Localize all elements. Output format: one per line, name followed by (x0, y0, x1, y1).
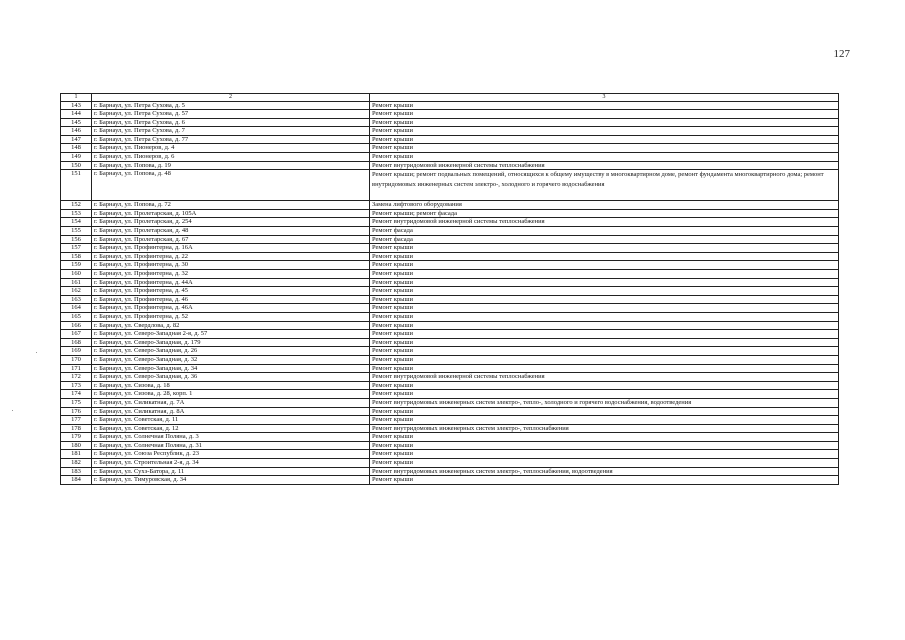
row-work-type: Ремонт крыши (370, 450, 839, 459)
row-number: 167 (61, 330, 92, 339)
row-address: г. Барнаул, ул. Профинтерна, д. 46А (92, 304, 370, 313)
row-address: г. Барнаул, ул. Северо-Западная, д. 32 (92, 355, 370, 364)
row-address: г. Барнаул, ул. Сизова, д. 18 (92, 381, 370, 390)
row-address: г. Барнаул, ул. Сухэ-Батора, д. 11 (92, 467, 370, 476)
scan-speck (12, 410, 13, 411)
row-address: г. Барнаул, ул. Пролетарская, д. 48 (92, 227, 370, 236)
table-row (61, 355, 839, 364)
row-work-type: Ремонт крыши (370, 330, 839, 339)
row-address: г. Барнаул, ул. Петра Сухова, д. 77 (92, 135, 370, 144)
row-work-type: Ремонт крыши; ремонт подвальных помещений, относящихся к общему имуществу в многоквартирном доме, ремонт фундамента многоквартирного дома; ремонт внутридомовых инженерных систем электро-, холодного и горячего водоснабжения (370, 170, 839, 201)
table-row (61, 398, 839, 407)
row-address: г. Барнаул, ул. Силикатная, д. 8А (92, 407, 370, 416)
row-address: г. Барнаул, ул. Попова, д. 48 (92, 170, 370, 201)
repair-registry-table (60, 93, 839, 485)
row-work-type: Ремонт крыши (370, 459, 839, 468)
row-address: г. Барнаул, ул. Тимуровская, д. 34 (92, 476, 370, 485)
table-row (61, 338, 839, 347)
row-work-type: Ремонт крыши (370, 476, 839, 485)
row-work-type: Ремонт внутридомовой инженерной системы теплоснабжения (370, 373, 839, 382)
table-row (61, 476, 839, 485)
row-number: 163 (61, 295, 92, 304)
row-number: 176 (61, 407, 92, 416)
table-row (61, 321, 839, 330)
row-address: г. Барнаул, ул. Свердлова, д. 82 (92, 321, 370, 330)
row-address: г. Барнаул, ул. Петра Сухова, д. 5 (92, 101, 370, 110)
row-work-type: Замена лифтового оборудования (370, 201, 839, 210)
row-work-type: Ремонт крыши (370, 127, 839, 136)
table-row (61, 170, 839, 201)
table-row (61, 161, 839, 170)
row-address: г. Барнаул, ул. Петра Сухова, д. 6 (92, 118, 370, 127)
table-row (61, 390, 839, 399)
table-row (61, 287, 839, 296)
row-number: 151 (61, 170, 92, 201)
row-work-type: Ремонт крыши (370, 390, 839, 399)
table-header-row (61, 94, 839, 102)
row-address: г. Барнаул, ул. Солнечная Поляна, д. 3 (92, 433, 370, 442)
row-work-type: Ремонт крыши (370, 295, 839, 304)
row-work-type: Ремонт крыши (370, 355, 839, 364)
row-number: 172 (61, 373, 92, 382)
column-header-work-type: 3 (370, 94, 839, 102)
row-address: г. Барнаул, ул. Профинтерна, д. 52 (92, 312, 370, 321)
table-row (61, 347, 839, 356)
table-row (61, 295, 839, 304)
row-address: г. Барнаул, ул. Северо-Западная, д. 26 (92, 347, 370, 356)
table-row (61, 416, 839, 425)
row-address: г. Барнаул, ул. Пролетарская, д. 105А (92, 209, 370, 218)
table-row (61, 135, 839, 144)
page-number: 127 (833, 48, 850, 60)
table-row (61, 459, 839, 468)
row-address: г. Барнаул, ул. Попова, д. 19 (92, 161, 370, 170)
row-work-type: Ремонт крыши (370, 144, 839, 153)
row-address: г. Барнаул, ул. Пролетарская, д. 67 (92, 235, 370, 244)
column-header-number: 1 (61, 94, 92, 102)
table-row (61, 244, 839, 253)
row-number: 144 (61, 110, 92, 119)
table-row (61, 441, 839, 450)
row-number: 158 (61, 252, 92, 261)
table-row (61, 407, 839, 416)
row-number: 180 (61, 441, 92, 450)
row-address: г. Барнаул, ул. Советская, д. 11 (92, 416, 370, 425)
row-number: 169 (61, 347, 92, 356)
row-number: 149 (61, 153, 92, 162)
row-number: 178 (61, 424, 92, 433)
row-address: г. Барнаул, ул. Профинтерна, д. 44А (92, 278, 370, 287)
row-work-type: Ремонт крыши (370, 118, 839, 127)
table-row (61, 330, 839, 339)
row-work-type: Ремонт внутридомовых инженерных систем электро-, теплоснабжения, водоотведения (370, 467, 839, 476)
row-number: 152 (61, 201, 92, 210)
row-number: 159 (61, 261, 92, 270)
row-work-type: Ремонт крыши (370, 364, 839, 373)
row-number: 154 (61, 218, 92, 227)
row-address: г. Барнаул, ул. Петра Сухова, д. 7 (92, 127, 370, 136)
row-address: г. Барнаул, ул. Северо-Западная, д. 34 (92, 364, 370, 373)
row-number: 157 (61, 244, 92, 253)
row-work-type: Ремонт внутридомовой инженерной системы теплоснабжения (370, 161, 839, 170)
row-work-type: Ремонт фасада (370, 235, 839, 244)
row-number: 161 (61, 278, 92, 287)
table-row (61, 373, 839, 382)
row-number: 165 (61, 312, 92, 321)
row-address: г. Барнаул, ул. Петра Сухова, д. 57 (92, 110, 370, 119)
row-work-type: Ремонт крыши (370, 416, 839, 425)
table-row (61, 433, 839, 442)
table-row (61, 101, 839, 110)
table-row (61, 144, 839, 153)
row-number: 143 (61, 101, 92, 110)
row-work-type: Ремонт крыши (370, 270, 839, 279)
table-row (61, 312, 839, 321)
row-work-type: Ремонт фасада (370, 227, 839, 236)
row-number: 179 (61, 433, 92, 442)
table-row (61, 218, 839, 227)
row-number: 160 (61, 270, 92, 279)
row-number: 146 (61, 127, 92, 136)
row-address: г. Барнаул, ул. Профинтерна, д. 16А (92, 244, 370, 253)
row-address: г. Барнаул, ул. Профинтерна, д. 45 (92, 287, 370, 296)
scan-speck (36, 352, 37, 353)
row-number: 173 (61, 381, 92, 390)
row-address: г. Барнаул, ул. Сизова, д. 28, корп. 1 (92, 390, 370, 399)
row-work-type: Ремонт крыши (370, 441, 839, 450)
row-address: г. Барнаул, ул. Северо-Западная, д. 36 (92, 373, 370, 382)
row-work-type: Ремонт крыши (370, 407, 839, 416)
row-work-type: Ремонт крыши (370, 312, 839, 321)
row-work-type: Ремонт крыши (370, 433, 839, 442)
table-row (61, 364, 839, 373)
row-number: 168 (61, 338, 92, 347)
row-address: г. Барнаул, ул. Пионеров, д. 6 (92, 153, 370, 162)
row-number: 153 (61, 209, 92, 218)
row-work-type: Ремонт внутридомовой инженерной системы теплоснабжения (370, 218, 839, 227)
row-work-type: Ремонт крыши (370, 110, 839, 119)
row-address: г. Барнаул, ул. Строительная 2-я, д. 34 (92, 459, 370, 468)
row-number: 175 (61, 398, 92, 407)
row-work-type: Ремонт крыши (370, 304, 839, 313)
table-row (61, 209, 839, 218)
table-row (61, 424, 839, 433)
row-address: г. Барнаул, ул. Пролетарская, д. 254 (92, 218, 370, 227)
row-work-type: Ремонт крыши (370, 278, 839, 287)
row-work-type: Ремонт крыши (370, 338, 839, 347)
table-row (61, 261, 839, 270)
row-number: 184 (61, 476, 92, 485)
row-number: 155 (61, 227, 92, 236)
row-work-type: Ремонт внутридомовых инженерных систем электро-, тепло-, холодного и горячего водоснабжения, водоотведения (370, 398, 839, 407)
row-address: г. Барнаул, ул. Северо-Западная, д. 179 (92, 338, 370, 347)
row-address: г. Барнаул, ул. Пионеров, д. 4 (92, 144, 370, 153)
table-row (61, 304, 839, 313)
row-address: г. Барнаул, ул. Попова, д. 72 (92, 201, 370, 210)
table-row (61, 381, 839, 390)
row-number: 156 (61, 235, 92, 244)
row-number: 166 (61, 321, 92, 330)
row-work-type: Ремонт крыши (370, 287, 839, 296)
row-number: 181 (61, 450, 92, 459)
row-number: 145 (61, 118, 92, 127)
row-address: г. Барнаул, ул. Северо-Западная 2-я, д. 57 (92, 330, 370, 339)
row-address: г. Барнаул, ул. Профинтерна, д. 46 (92, 295, 370, 304)
row-work-type: Ремонт крыши (370, 244, 839, 253)
row-number: 150 (61, 161, 92, 170)
row-work-type: Ремонт крыши (370, 135, 839, 144)
table-row (61, 450, 839, 459)
row-address: г. Барнаул, ул. Солнечная Поляна, д. 31 (92, 441, 370, 450)
row-number: 164 (61, 304, 92, 313)
row-work-type: Ремонт крыши (370, 252, 839, 261)
row-work-type: Ремонт крыши (370, 261, 839, 270)
table-row (61, 252, 839, 261)
row-work-type: Ремонт крыши (370, 101, 839, 110)
row-number: 170 (61, 355, 92, 364)
table-row (61, 227, 839, 236)
row-address: г. Барнаул, ул. Союза Республик, д. 23 (92, 450, 370, 459)
row-number: 162 (61, 287, 92, 296)
table-row (61, 270, 839, 279)
row-number: 148 (61, 144, 92, 153)
row-address: г. Барнаул, ул. Силикатная, д. 7А (92, 398, 370, 407)
table-row (61, 278, 839, 287)
row-number: 182 (61, 459, 92, 468)
row-work-type: Ремонт внутридомовых инженерных систем электро-, теплоснабжения (370, 424, 839, 433)
row-work-type: Ремонт крыши; ремонт фасада (370, 209, 839, 218)
row-address: г. Барнаул, ул. Профинтерна, д. 22 (92, 252, 370, 261)
row-work-type: Ремонт крыши (370, 381, 839, 390)
row-number: 174 (61, 390, 92, 399)
table-row (61, 201, 839, 210)
row-address: г. Барнаул, ул. Советская, д. 12 (92, 424, 370, 433)
row-work-type: Ремонт крыши (370, 347, 839, 356)
table-row (61, 467, 839, 476)
row-number: 147 (61, 135, 92, 144)
table-row (61, 153, 839, 162)
row-number: 177 (61, 416, 92, 425)
row-address: г. Барнаул, ул. Профинтерна, д. 30 (92, 261, 370, 270)
row-number: 171 (61, 364, 92, 373)
column-header-address: 2 (92, 94, 370, 102)
row-work-type: Ремонт крыши (370, 153, 839, 162)
table-row (61, 110, 839, 119)
table-row (61, 127, 839, 136)
table-row (61, 235, 839, 244)
table-row (61, 118, 839, 127)
row-number: 183 (61, 467, 92, 476)
row-address: г. Барнаул, ул. Профинтерна, д. 32 (92, 270, 370, 279)
row-work-type: Ремонт крыши (370, 321, 839, 330)
